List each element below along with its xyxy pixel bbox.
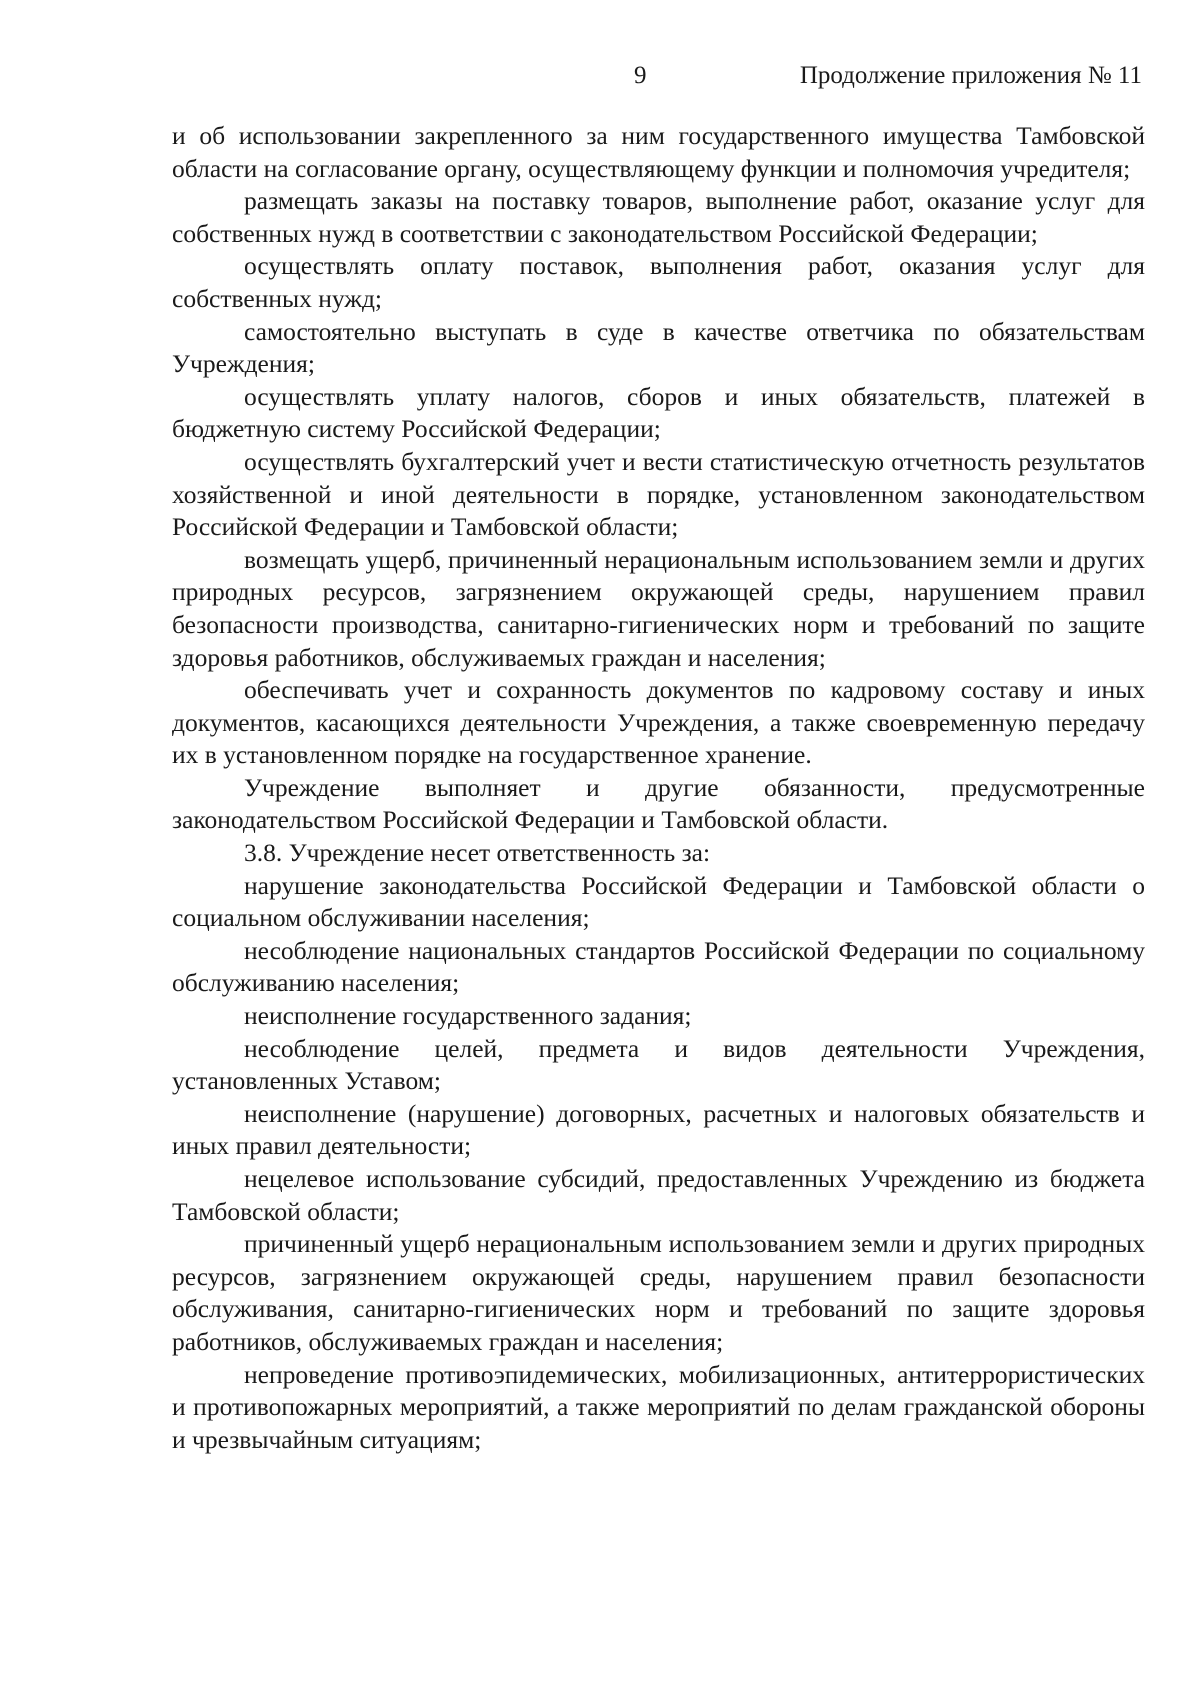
paragraph: осуществлять бухгалтерский учет и вести статистическую отчетность результатов хозяйственной и иной деятельности в порядке, установленном законодательством Российской Федерации и Тамбовской области;: [172, 446, 1145, 542]
appendix-continuation-note: Продолжение приложения № 11: [799, 62, 1142, 89]
paragraph: нарушение законодательства Российской Федерации и Тамбовской области о социальном обслуживании населения;: [172, 870, 1145, 933]
paragraph: осуществлять уплату налогов, сборов и иных обязательств, платежей в бюджетную систему Российской Федерации;: [172, 381, 1145, 444]
paragraph: неисполнение (нарушение) договорных, расчетных и налоговых обязательств и иных правил деятельности;: [172, 1098, 1145, 1161]
section-heading: 3.8. Учреждение несет ответственность за:: [244, 838, 711, 868]
paragraph: неисполнение государственного задания;: [244, 1001, 692, 1031]
paragraph: возмещать ущерб, причиненный нерациональным использованием земли и других природных ресурсов, загрязнением окружающей среды, нарушением правил безопасности производства, санитарно-гигиенических норм и требований по защите здоровья работников, обслуживаемых граждан и населения;: [172, 544, 1145, 672]
paragraph: непроведение противоэпидемических, мобилизационных, антитеррористических и противопожарных мероприятий, а также мероприятий по делам гражданской обороны и чрезвычайным ситуациям;: [172, 1359, 1145, 1454]
page-number: 9: [634, 62, 647, 89]
page-header: [0, 56, 1200, 96]
paragraph: самостоятельно выступать в суде в качестве ответчика по обязательствам Учреждения;: [172, 316, 1145, 379]
paragraph: и об использовании закрепленного за ним государственного имущества Тамбовской области на согласование органу, осуществляющему функции и полномочия учредителя;: [172, 121, 1145, 183]
paragraph: несоблюдение национальных стандартов Российской Федерации по социальному обслуживанию населения;: [172, 935, 1145, 998]
document-body: [172, 120, 1145, 1456]
paragraph: нецелевое использование субсидий, предоставленных Учреждению из бюджета Тамбовской области;: [172, 1164, 1145, 1226]
paragraph: осуществлять оплату поставок, выполнения работ, оказания услуг для собственных нужд;: [172, 251, 1145, 313]
paragraph: Учреждение выполняет и другие обязанности, предусмотренные законодательством Российской Федерации и Тамбовской области.: [172, 772, 1145, 835]
paragraph: обеспечивать учет и сохранность документов по кадровому составу и иных документов, касающихся деятельности Учреждения, а также своевременную передачу их в установленном порядке на государственное хранение.: [172, 675, 1145, 770]
paragraph: несоблюдение целей, предмета и видов деятельности Учреждения, установленных Уставом;: [172, 1033, 1145, 1096]
paragraph: причиненный ущерб нерациональным использованием земли и других природных ресурсов, загрязнением окружающей среды, нарушением правил безопасности обслуживания, санитарно-гигиенических норм и требований по защите здоровья работников, обслуживаемых граждан и населения;: [172, 1229, 1145, 1356]
paragraph: размещать заказы на поставку товаров, выполнение работ, оказание услуг для собственных нужд в соответствии с законодательством Российской Федерации;: [172, 186, 1145, 248]
